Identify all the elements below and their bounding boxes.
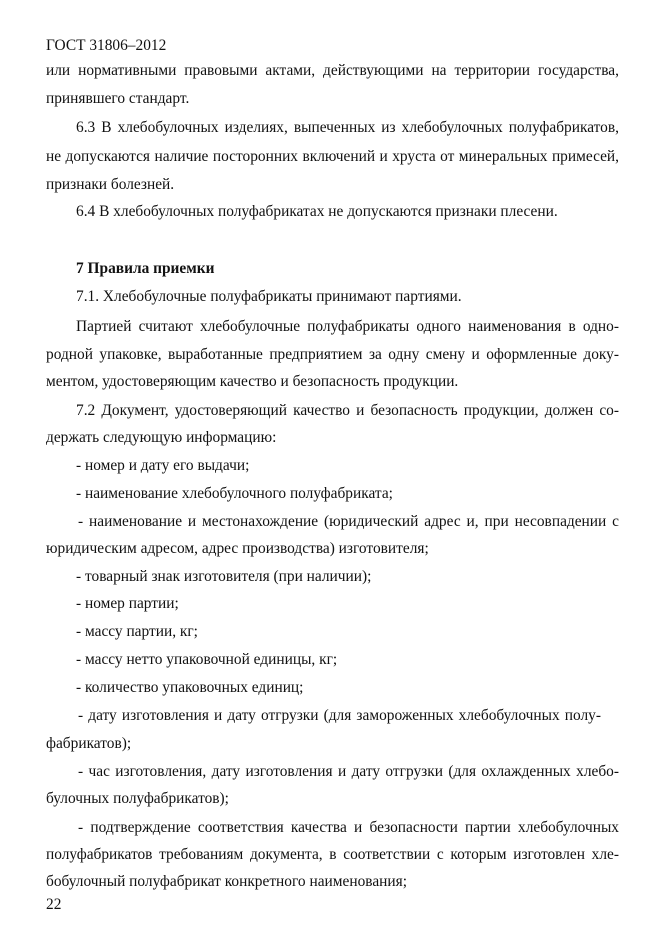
text-line: юридическим адресом, адрес производства) изготовителя; xyxy=(46,540,429,557)
paragraph-7-1: 7.1. Хлебобулочные полуфабрикаты принимают партиями. xyxy=(76,288,462,305)
text-line: полуфабрикатов требованиям документа, в соответствии с которым изготовлен хле- xyxy=(46,846,619,863)
section-heading: 7 Правила приемки xyxy=(76,260,215,277)
list-item: - товарный знак изготовителя (при наличии); xyxy=(76,568,372,585)
text-line: булочных полуфабрикатов); xyxy=(46,790,229,807)
paragraph-6-4: 6.4 В хлебобулочных полуфабрикатах не допускаются признаки плесени. xyxy=(76,203,558,220)
text-line: или нормативными правовыми актами, действующими на территории государства, xyxy=(46,62,619,79)
paragraph-6-3: 6.3 В хлебобулочных изделиях, выпеченных из хлебобулочных полуфабрикатов, xyxy=(76,119,619,136)
page-number: 22 xyxy=(46,896,62,913)
list-item: - количество упаковочных единиц; xyxy=(76,679,304,696)
list-item: - дату изготовления и дату отгрузки (для замороженных хлебобулочных полу- xyxy=(78,707,601,724)
text-line: не допускаются наличие посторонних включений и хруста от минеральных примесей, xyxy=(46,148,619,165)
text-line: бобулочный полуфабрикат конкретного наименования; xyxy=(46,873,407,890)
list-item: - наименование и местонахождение (юридический адрес и, при несовпадении с xyxy=(78,513,619,530)
text-line: родной упаковке, выработанные предприятием за одну смену и оформленные доку- xyxy=(46,346,619,363)
text-line: принявшего стандарт. xyxy=(46,90,190,107)
list-item: - номер партии; xyxy=(76,595,179,612)
standard-header: ГОСТ 31806–2012 xyxy=(46,37,167,54)
text-line: держать следующую информацию: xyxy=(46,429,277,446)
list-item: - номер и дату его выдачи; xyxy=(76,457,250,474)
text-line: признаки болезней. xyxy=(46,176,175,193)
paragraph-batch: Партией считают хлебобулочные полуфабрикаты одного наименования в одно- xyxy=(76,318,619,335)
list-item: - час изготовления, дату изготовления и дату отгрузки (для охлажденных хлебо- xyxy=(78,763,619,780)
list-item: - массу нетто упаковочной единицы, кг; xyxy=(76,651,338,668)
list-item: - наименование хлебобулочного полуфабриката; xyxy=(76,485,393,502)
list-item: - подтверждение соответствия качества и безопасности партии хлебобулочных xyxy=(78,819,619,836)
text-line: фабрикатов); xyxy=(46,735,132,752)
text-line: ментом, удостоверяющим качество и безопасность продукции. xyxy=(46,373,459,390)
paragraph-7-2: 7.2 Документ, удостоверяющий качество и безопасность продукции, должен со- xyxy=(76,402,619,419)
list-item: - массу партии, кг; xyxy=(76,623,198,640)
